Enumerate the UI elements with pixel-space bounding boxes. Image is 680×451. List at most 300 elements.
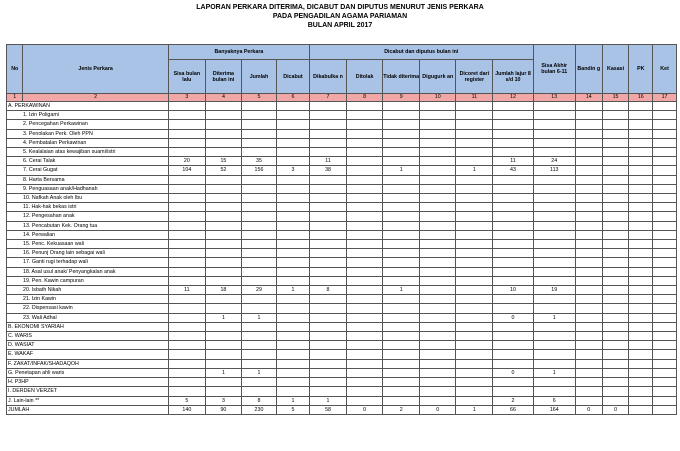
cell-value [347,396,383,405]
cell-value [602,350,629,359]
cell-value [420,230,456,239]
row-label: C. WARIS [7,332,169,341]
cell-value [383,240,420,249]
cell-value [653,286,677,295]
cell-value [456,203,493,212]
cell-value [575,249,602,258]
col-header-diterima: Diterima bulan ini [205,60,241,94]
row-label: 15. Penc. Kekuasaan wali [7,240,169,249]
cell-value [493,212,533,221]
cell-value [241,138,276,147]
cell-value [629,166,653,175]
cell-value [533,258,575,267]
cell-value [602,129,629,138]
cell-value [276,267,309,276]
cell-value [276,304,309,313]
row-label: 13. Pencabutan Kek. Orang tua [7,221,169,230]
cell-value [309,368,346,377]
column-number-cell: 13 [533,94,575,102]
column-number-cell: 8 [347,94,383,102]
row-label: JUMLAH [7,405,169,414]
cell-value [205,332,241,341]
cell-value [629,120,653,129]
cell-value [575,258,602,267]
cell-value: 8 [309,286,346,295]
cell-value [575,359,602,368]
table-row [7,166,677,175]
cell-value [420,368,456,377]
cell-value [205,322,241,331]
cell-value [420,258,456,267]
cell-value [205,111,241,120]
cell-value [456,322,493,331]
cell-value [653,203,677,212]
column-number-cell: 12 [493,94,533,102]
cell-value [420,396,456,405]
cell-value: 43 [493,166,533,175]
cell-value [602,378,629,387]
cell-value: 0 [493,368,533,377]
cell-value: 3 [276,166,309,175]
cell-value [575,184,602,193]
cell-value [420,166,456,175]
col-header-dicabut: Dicabut [276,60,309,94]
cell-value [241,387,276,396]
cell-value [347,111,383,120]
cell-value [168,258,205,267]
cell-value [456,258,493,267]
cell-value [493,184,533,193]
cell-value [276,148,309,157]
cell-value [420,304,456,313]
table-row [7,368,677,377]
cell-value [383,276,420,285]
table-row [7,148,677,157]
cell-value [456,350,493,359]
cell-value [168,332,205,341]
cell-value [420,120,456,129]
cell-value [653,359,677,368]
cell-value [629,313,653,322]
cell-value [383,304,420,313]
table-row [7,396,677,405]
cell-value [493,267,533,276]
cell-value [276,157,309,166]
cell-value [602,322,629,331]
cell-value [602,276,629,285]
cell-value [168,267,205,276]
column-number-cell: 17 [653,94,677,102]
cell-value: 2 [383,405,420,414]
cell-value: 3 [205,396,241,405]
cell-value [276,276,309,285]
row-label: 9. Penguasaan anak/Hadhanah [7,184,169,193]
cell-value [602,258,629,267]
cell-value [276,387,309,396]
cell-value [168,184,205,193]
cell-value [383,368,420,377]
table-row [7,157,677,166]
col-header-jumlah-lajur: Jumlah lajur 8 s/d 10 [493,60,533,94]
cell-value [533,249,575,258]
cell-value [347,249,383,258]
col-header-pk: PK [629,45,653,94]
cell-value [205,387,241,396]
column-number-cell: 2 [23,94,168,102]
cell-value [420,102,456,111]
cell-value [533,120,575,129]
cell-value [493,102,533,111]
cell-value [602,157,629,166]
cell-value: 1 [241,313,276,322]
cell-value [420,194,456,203]
cell-value: 0 [347,405,383,414]
cell-value [653,267,677,276]
cell-value [276,322,309,331]
cell-value: 1 [205,368,241,377]
cell-value [653,322,677,331]
table-row [7,138,677,147]
cell-value [456,378,493,387]
cell-value [347,322,383,331]
cell-value [456,304,493,313]
col-header-tidak-diterima: Tidak diterima [383,60,420,94]
cell-value [575,332,602,341]
row-label: 5. Kealalaian atas kewajiban suami/istri [7,148,169,157]
row-label: 6. Cerai Talak [7,157,169,166]
cell-value [602,120,629,129]
cell-value [653,184,677,193]
cell-value [168,129,205,138]
cell-value [653,111,677,120]
cell-value [241,194,276,203]
cell-value [575,368,602,377]
cell-value [420,332,456,341]
cell-value [309,387,346,396]
cell-value [383,230,420,239]
cell-value [602,184,629,193]
column-number-cell: 15 [602,94,629,102]
table-row [7,221,677,230]
cell-value [420,157,456,166]
cell-value [602,221,629,230]
cell-value [309,120,346,129]
cell-value: 58 [309,405,346,414]
cell-value [276,295,309,304]
cell-value [575,350,602,359]
cell-value [653,175,677,184]
cell-value [456,267,493,276]
cell-value: 1 [383,166,420,175]
cell-value [347,276,383,285]
cell-value [276,102,309,111]
cell-value [309,138,346,147]
cell-value [575,341,602,350]
cell-value [205,194,241,203]
cell-value [383,111,420,120]
cell-value [493,359,533,368]
cell-value [168,230,205,239]
cell-value [629,258,653,267]
cell-value [493,148,533,157]
cell-value [420,267,456,276]
cell-value [241,120,276,129]
cell-value: 156 [241,166,276,175]
cell-value [420,184,456,193]
row-label: 2. Pencegahan Perkawinan [7,120,169,129]
cell-value [456,332,493,341]
cell-value [309,240,346,249]
cell-value: 5 [168,396,205,405]
cell-value [241,322,276,331]
cell-value [205,102,241,111]
cell-value [653,102,677,111]
column-number-cell: 11 [456,94,493,102]
cell-value [420,286,456,295]
cell-value [347,304,383,313]
cell-value [533,304,575,313]
cell-value [456,138,493,147]
cell-value [629,111,653,120]
cell-value [309,203,346,212]
cell-value [629,157,653,166]
row-label: 18. Asal usul anak/ Penyangkalan anak [7,267,169,276]
cell-value: 8 [241,396,276,405]
cell-value: 164 [533,405,575,414]
cell-value [629,276,653,285]
col-header-dikabulkan: Dikabulka n [309,60,346,94]
cell-value [456,286,493,295]
cell-value: 52 [205,166,241,175]
cell-value [347,350,383,359]
cell-value [456,295,493,304]
cell-value [533,295,575,304]
cell-value [168,221,205,230]
col-header-sisa-bulan-lalu: Sisa bulan lalu [168,60,205,94]
cell-value [347,387,383,396]
cell-value [629,102,653,111]
cell-value [533,138,575,147]
cell-value [533,240,575,249]
cell-value [575,295,602,304]
table-row [7,387,677,396]
cell-value [575,203,602,212]
cell-value: 11 [309,157,346,166]
cell-value [205,359,241,368]
cell-value [629,230,653,239]
cell-value [533,359,575,368]
cell-value [493,129,533,138]
cell-value [205,304,241,313]
cell-value [383,359,420,368]
cell-value [205,258,241,267]
cell-value [309,212,346,221]
cell-value [168,120,205,129]
cell-value [493,304,533,313]
cell-value [168,194,205,203]
cell-value [205,267,241,276]
cell-value [629,267,653,276]
cell-value [653,129,677,138]
cell-value [309,221,346,230]
table-row [7,286,677,295]
cell-value [347,240,383,249]
cell-value [205,378,241,387]
cell-value [347,148,383,157]
group-header-dicabut-diputus: Dicabut dan diputus bulan ini [309,45,533,60]
cell-value [205,120,241,129]
cell-value [168,350,205,359]
cell-value [653,304,677,313]
cell-value [276,258,309,267]
cell-value [347,230,383,239]
cell-value [205,350,241,359]
table-row [7,120,677,129]
col-header-digugurkan: Digugurk an [420,60,456,94]
cell-value [456,129,493,138]
cell-value [602,166,629,175]
cell-value [241,175,276,184]
cell-value [629,322,653,331]
cell-value [347,129,383,138]
cell-value [575,120,602,129]
cell-value [383,175,420,184]
cell-value [629,212,653,221]
cell-value [533,212,575,221]
cell-value: 15 [205,157,241,166]
cell-value [575,175,602,184]
cell-value [575,304,602,313]
cell-value [493,120,533,129]
cell-value [383,120,420,129]
cell-value: 11 [493,157,533,166]
cell-value [602,249,629,258]
table-row [7,203,677,212]
cell-value [575,230,602,239]
cell-value [383,102,420,111]
cell-value [309,102,346,111]
table-row [7,359,677,368]
cell-value [347,120,383,129]
cell-value [493,332,533,341]
cell-value [276,111,309,120]
cell-value: 1 [456,405,493,414]
cell-value [309,359,346,368]
cell-value [493,230,533,239]
cell-value [276,313,309,322]
column-number-cell: 1 [7,94,23,102]
cell-value [276,175,309,184]
cell-value [653,295,677,304]
cell-value [309,378,346,387]
cell-value [629,341,653,350]
cell-value [493,387,533,396]
cell-value: 1 [533,313,575,322]
cell-value [575,221,602,230]
cell-value [575,267,602,276]
column-number-cell: 3 [168,94,205,102]
cell-value: 1 [276,286,309,295]
report-period: BULAN APRIL 2017 [307,22,373,29]
cell-value [602,313,629,322]
cell-value [533,129,575,138]
cell-value [602,102,629,111]
cell-value [168,240,205,249]
cell-value [241,267,276,276]
cell-value [168,359,205,368]
cell-value [347,378,383,387]
table-body [7,102,677,415]
cell-value [602,304,629,313]
row-label: 4. Pembatalan Perkawinan [7,138,169,147]
table-row [7,322,677,331]
cell-value [168,368,205,377]
cell-value [575,166,602,175]
col-header-ditolak: Ditolak [347,60,383,94]
cell-value [309,313,346,322]
cell-value [493,378,533,387]
table-row [7,249,677,258]
cell-value [241,341,276,350]
cell-value [533,221,575,230]
cell-value [205,212,241,221]
cell-value [629,387,653,396]
cell-value [653,350,677,359]
cell-value [241,221,276,230]
cell-value [629,249,653,258]
row-label: 1. Izin Poligami [7,111,169,120]
cell-value [493,111,533,120]
cell-value: 1 [241,368,276,377]
cell-value [276,221,309,230]
cell-value [168,313,205,322]
cell-value [276,129,309,138]
cell-value [309,350,346,359]
cell-value [309,184,346,193]
cell-value [420,249,456,258]
cell-value [629,368,653,377]
cell-value [420,295,456,304]
cell-value: 20 [168,157,205,166]
cell-value [629,221,653,230]
cell-value [420,212,456,221]
row-label: 19. Pen. Kawin campuran [7,276,169,285]
cell-value [493,175,533,184]
cell-value [309,276,346,285]
cell-value [168,212,205,221]
cell-value [241,184,276,193]
cell-value: 29 [241,286,276,295]
cell-value [533,111,575,120]
cell-value [276,368,309,377]
row-label: 23. Wali Adhal [7,313,169,322]
cell-value [602,194,629,203]
cell-value [602,111,629,120]
cell-value [420,138,456,147]
cell-value [533,102,575,111]
cell-value [168,295,205,304]
cell-value [168,249,205,258]
cell-value [456,148,493,157]
cell-value [347,368,383,377]
cell-value [629,138,653,147]
cell-value [276,249,309,258]
table-row [7,194,677,203]
cell-value [347,184,383,193]
cell-value [533,267,575,276]
row-label: 21. Izin Kawin [7,295,169,304]
cell-value [602,286,629,295]
